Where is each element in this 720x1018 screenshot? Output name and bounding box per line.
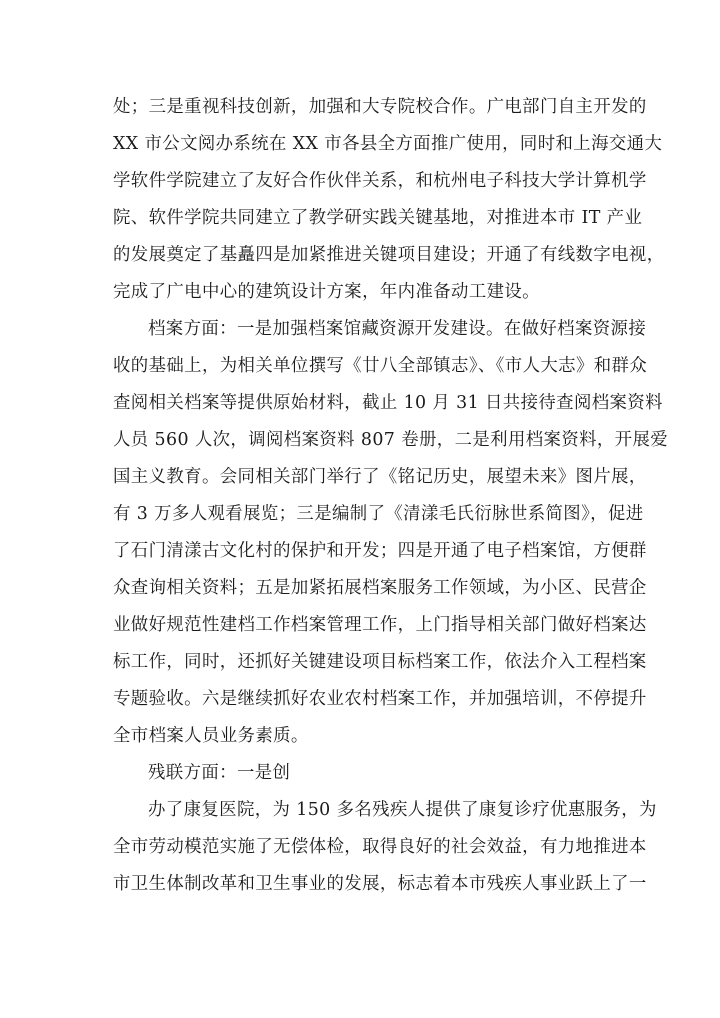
body-text-line: 查阅相关档案等提供原始材料，截止 10 月 31 日共接待查阅档案资料 <box>113 393 663 413</box>
body-text-line: 全市劳动模范实施了无偿体检，取得良好的社会效益，有力地推进本 <box>113 837 647 857</box>
paragraph-rehab-start: 办了康复医院，为 150 多名残疾人提供了康复诊疗优惠服务，为 <box>148 800 657 820</box>
body-text-line: 全市档案人员业务素质。 <box>113 726 309 746</box>
body-text-line: 市卫生体制改革和卫生事业的发展，标志着本市残疾人事业跃上了一 <box>113 874 647 894</box>
body-text-line: 院、软件学院共同建立了教学研实践关键基地，对推进本市 IT 产业 <box>113 208 643 228</box>
body-text-line: 学软件学院建立了友好合作伙伴关系，和杭州电子科技大学计算机学 <box>113 171 647 191</box>
body-text-line: 完成了广电中心的建筑设计方案，年内准备动工建设。 <box>113 282 540 302</box>
body-text-line: 了石门清漾古文化村的保护和开发；四是开通了电子档案馆，方便群 <box>113 541 647 561</box>
body-text-line: 人员 560 人次，调阅档案资料 807 卷册，二是利用档案资料，开展爱 <box>113 430 669 450</box>
body-text-line: 处；三是重视科技创新，加强和大专院校合作。广电部门自主开发的 <box>113 97 647 117</box>
paragraph-disability-start: 残联方面：一是创 <box>148 763 291 783</box>
body-text-line: 专题验收。六是继续抓好农业农村档案工作，并加强培训，不停提升 <box>113 689 647 709</box>
body-text-line: 国主义教育。会同相关部门举行了《铭记历史，展望未来》图片展， <box>113 467 647 487</box>
body-text-line: 的发展奠定了基矗四是加紧推进关键项目建设；开通了有线数字电视， <box>113 245 665 265</box>
body-text-line: 业做好规范性建档工作档案管理工作，上门指导相关部门做好档案达 <box>113 615 647 635</box>
body-text-line: 有 3 万多人观看展览；三是编制了《清漾毛氏衍脉世系简图》，促进 <box>113 504 644 524</box>
body-text-line: 众查询相关资料；五是加紧拓展档案服务工作领域，为小区、民营企 <box>113 578 647 598</box>
body-text-line: XX 市公文阅办系统在 XX 市各县全方面推广使用，同时和上海交通大 <box>113 134 663 154</box>
body-text-line: 收的基础上，为相关单位撰写《廿八全部镇志》、《市人大志》和群众 <box>113 356 648 376</box>
paragraph-archives-start: 档案方面：一是加强档案馆藏资源开发建设。在做好档案资源接 <box>148 319 647 339</box>
body-text-line: 标工作，同时，还抓好关键建设项目标档案工作，依法介入工程档案 <box>113 652 647 672</box>
